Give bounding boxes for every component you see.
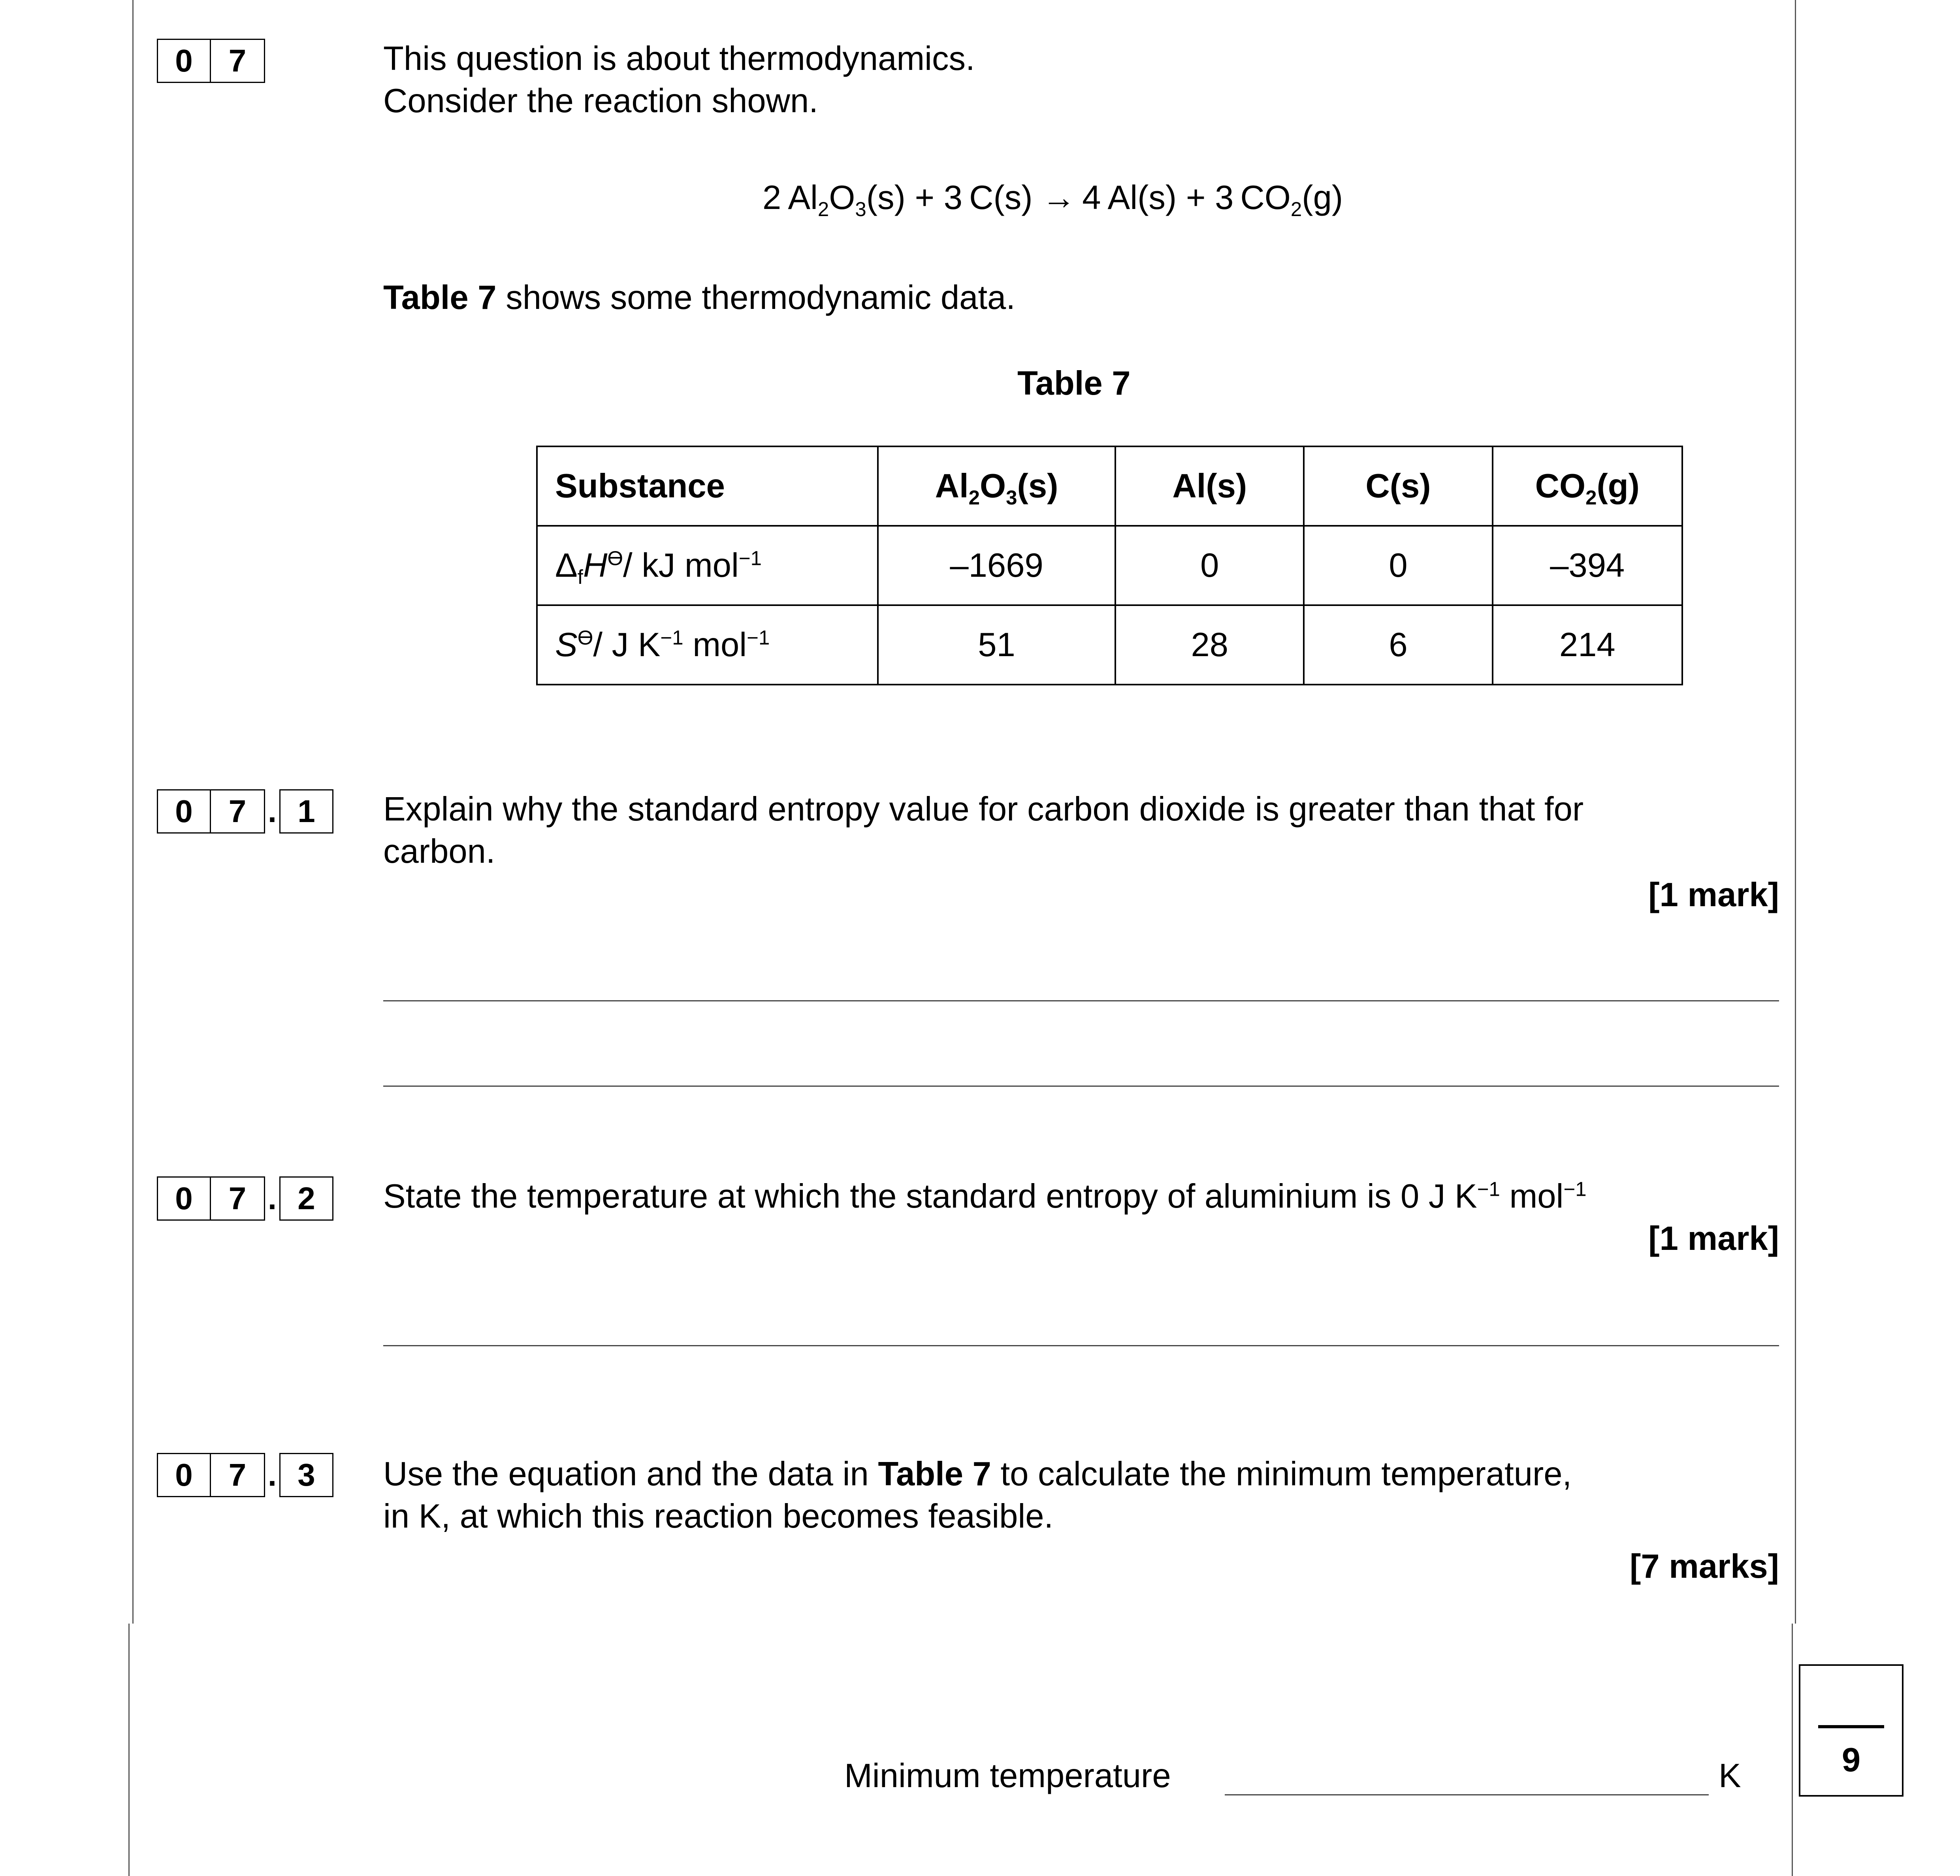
table-row-enthalpy	[537, 526, 1682, 605]
table-caption: Table 7	[1017, 365, 1131, 402]
header-c: C(s)	[1304, 446, 1492, 526]
question-digit: 2	[279, 1176, 333, 1221]
answer-label: Minimum temperature	[844, 1757, 1171, 1795]
question-digit: 0	[157, 1453, 211, 1497]
total-marks-value: 9	[1841, 1741, 1861, 1779]
decimal-point: .	[267, 1457, 277, 1492]
reaction-arrow: →	[1042, 179, 1076, 216]
thermodynamic-data-table	[536, 446, 1683, 685]
right-margin-line	[1795, 0, 1796, 1624]
table-cell: 6	[1304, 605, 1492, 685]
table-cell: 51	[878, 605, 1115, 685]
left-margin-line-lower	[128, 1624, 130, 1876]
question-digit: 1	[279, 789, 333, 834]
answer-line[interactable]	[1225, 1794, 1709, 1795]
question-digit: 7	[211, 1176, 265, 1221]
q073-text-line-1: Use the equation and the data in Table 7 to calculate the minimum temperature,	[383, 1455, 1572, 1493]
left-margin-line	[132, 0, 134, 1624]
question-number-07-1	[157, 788, 333, 835]
right-margin-line-lower	[1792, 1624, 1793, 1876]
row-label-entropy: $S^ϴ/$ J $K^{-1}$ mol$^{-1}$	[537, 605, 878, 685]
question-digit: 7	[211, 1453, 265, 1497]
q071-marks: [1 mark]	[1648, 876, 1779, 914]
table-intro: Table 7 shows some thermodynamic data.	[383, 279, 1015, 316]
question-digit: 0	[157, 1176, 211, 1221]
row-label-enthalpy: $\Delta_fH^ϴ/$ kJ mol$^{-1}$	[537, 526, 878, 605]
question-digit: 7	[211, 789, 265, 834]
question-digit: 0	[157, 39, 211, 83]
answer-line[interactable]	[383, 1086, 1779, 1087]
total-marks-box	[1799, 1664, 1904, 1797]
q073-text-line-2: in K, at which this reaction becomes feasible.	[383, 1498, 1054, 1535]
intro-line-2: Consider the reaction shown.	[383, 82, 818, 120]
reaction-equation: 2 $Al_2O_3(s) + 3$ C(s) → 4 Al(s) + 3 $CO_2(g)$	[763, 179, 1343, 220]
header-al2o3: $Al_2O_3(s)$	[878, 446, 1115, 526]
header-substance: Substance	[537, 446, 878, 526]
answer-line[interactable]	[383, 1345, 1779, 1346]
question-number-07-3	[157, 1452, 333, 1498]
table-cell: 214	[1493, 605, 1682, 685]
answer-line[interactable]	[383, 1000, 1779, 1001]
decimal-point: .	[267, 794, 277, 829]
q072-marks: [1 mark]	[1648, 1220, 1779, 1257]
decimal-point: .	[267, 1181, 277, 1216]
table-cell: –1669	[878, 526, 1115, 605]
table-header-row	[537, 446, 1682, 526]
header-al: Al(s)	[1115, 446, 1304, 526]
q073-marks: [7 marks]	[1630, 1548, 1779, 1585]
question-digit: 7	[211, 39, 265, 83]
table-cell: 0	[1304, 526, 1492, 605]
intro-line-1: This question is about thermodynamics.	[383, 40, 975, 77]
table-row-entropy	[537, 605, 1682, 685]
q071-text-line-2: carbon.	[383, 833, 495, 870]
question-number-07	[157, 38, 265, 84]
total-divider	[1818, 1725, 1884, 1728]
question-digit: 0	[157, 789, 211, 834]
question-digit: 3	[279, 1453, 333, 1497]
table-cell: –394	[1493, 526, 1682, 605]
table-cell: 28	[1115, 605, 1304, 685]
question-number-07-2	[157, 1175, 333, 1222]
q071-text-line-1: Explain why the standard entropy value for carbon dioxide is greater than that for	[383, 790, 1584, 828]
q072-text: State the temperature at which the standard entropy of aluminium is 0 J $K^{-1}$ mol$^{-1}$	[383, 1178, 1587, 1215]
table-cell: 0	[1115, 526, 1304, 605]
answer-unit: K	[1719, 1757, 1741, 1795]
header-co2: $CO_2(g)$	[1493, 446, 1682, 526]
